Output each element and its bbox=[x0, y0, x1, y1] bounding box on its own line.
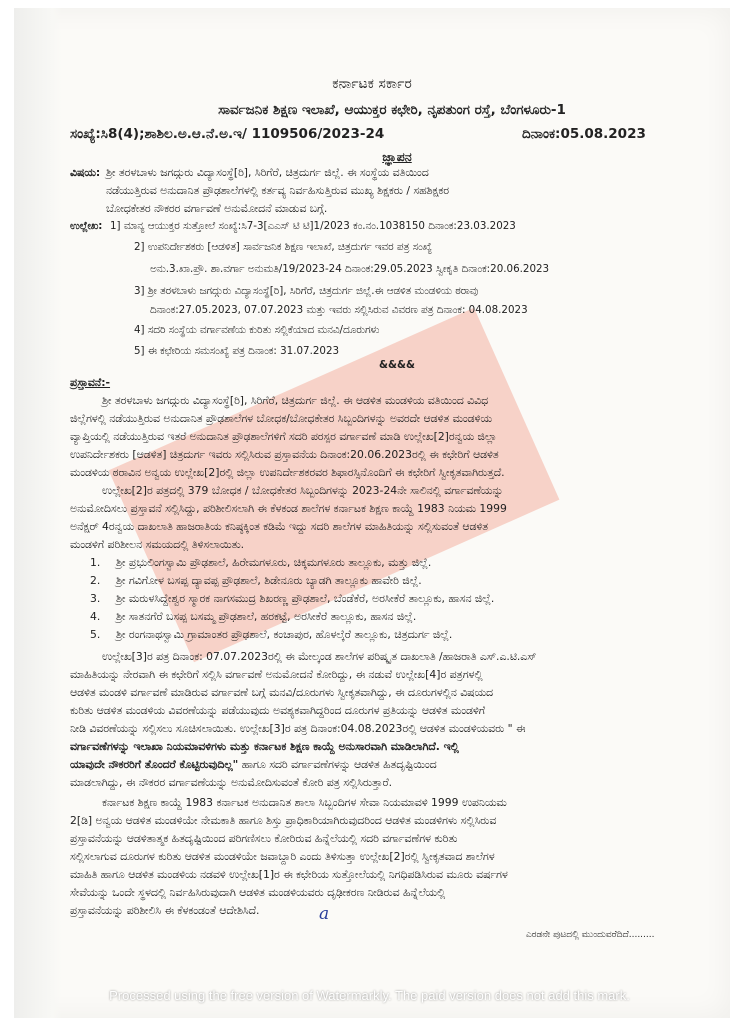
preamble-paragraph-line: ಕುರಿತು ಆಡಳಿತ ಮಂಡಳಿಯ ವಿವರಣೆಯನ್ನು ಪಡೆಯುವುದು ಅವಶ್ಯಕವಾಗಿದ್ದರಿಂದ ದೂರುಗಳ ಪ್ರತಿಯನ್ನು ಆಡಳಿತ ಮಂಡಳಿಗೆ bbox=[70, 704, 486, 717]
subject-line: ಶ್ರೀ ತರಳಬಾಳು ಜಗದ್ಗುರು ವಿದ್ಯಾಸಂಸ್ಥೆ[ರಿ], ಸಿರಿಗೆರೆ, ಚಿತ್ರದುರ್ಗ ಜಿಲ್ಲೆ. ಈ ಸಂಸ್ಥೆಯ ವತಿಯಿಂದ bbox=[106, 166, 429, 179]
preamble-paragraph-line: ಉಪನಿರ್ದೇಶಕರು [ಆಡಳಿತ] ಚಿತ್ರದುರ್ಗ ಇವರು ಸಲ್ಲಿಸಿರುವ ಪ್ರಸ್ತಾವನೆಯ ದಿನಾಂಕ:20.06.2023ರಲ್ಲಿ ಈ ಕಛೇರಿಗೆ ಆಡಳಿತ bbox=[70, 448, 499, 461]
preamble-paragraph-line: ಅನೆಕ್ಷರ್ 4ರನ್ವಯ ದಾಖಲಾತಿ ಹಾಜರಾತಿಯ ಕನಿಷ್ಠಕ್ಕಿಂತ ಕಡಿಮೆ ಇದ್ದು ಸದರಿ ಶಾಲೆಗಳ ಮಾಹಿತಿಯನ್ನು ಸಲ್ಲಿಸುವಂತೆ ಆಡಳಿತ bbox=[70, 520, 489, 533]
preamble-paragraph-line: ವ್ಯಾಪ್ತಿಯಲ್ಲಿ ನಡೆಯುತ್ತಿರುವ ಇತರೆ ಅನುದಾನಿತ ಪ್ರೌಢಶಾಲೆಗಳಿಗೆ ಸದರಿ ಪರಸ್ಪರ ವರ್ಗಾವಣೆ ಮಾಡಿ ಉಲ್ಲೇಖ[2]ರನ್ವಯ ಜಿಲ್ಲಾ bbox=[70, 430, 497, 443]
reference-item: 3] ಶ್ರೀ ತರಳಬಾಳು ಜಗದ್ಗುರು ವಿದ್ಯಾಸಂಸ್ಥೆ[ರಿ], ಸಿರಿಗೆರೆ, ಚಿತ್ರದುರ್ಗ ಜಿಲ್ಲೆ.ಈ ಆಡಳಿತ ಮಂಡಳಿಯ ಠರಾವು bbox=[134, 285, 479, 297]
handwritten-initial: a bbox=[319, 904, 330, 924]
section-separator: &&&& bbox=[379, 359, 415, 371]
school-list-item: 5. ಶ್ರೀ ರಂಗನಾಥಸ್ವಾಮಿ ಗ್ರಾಮಾಂತರ ಪ್ರೌಢಶಾಲೆ, ಕಂಚಾಪುರ, ಹೊಳಲ್ಕೆರೆ ತಾಲ್ಲೂಕು, ಚಿತ್ರದುರ್ಗ ಜಿಲ್ಲೆ. bbox=[90, 628, 453, 641]
reference-item: ದಿನಾಂಕ:27.05.2023, 07.07.2023 ಮತ್ತು ಇವರು ಸಲ್ಲಿಸಿರುವ ವಿವರಣ ಪತ್ರ ದಿನಾಂಕ: 04.08.2023 bbox=[150, 304, 528, 316]
preamble-paragraph-line: ಪ್ರಸ್ತಾವನೆಯನ್ನು ಪರಿಶೀಲಿಸಿ ಈ ಕೆಳಕಂಡಂತೆ ಆದೇಶಿಸಿದೆ. bbox=[70, 904, 260, 917]
preamble-paragraph-line: ಮಂಡಳಿಗೆ ಪರಿಶೀಲನ ಸಮಯದಲ್ಲಿ ತಿಳಿಸಲಾಯಿತು. bbox=[70, 538, 245, 551]
continued-note: ಎರಡನೇ ಪುಟದಲ್ಲಿ ಮುಂದುವರೆದಿದೆ......... bbox=[526, 930, 655, 940]
reference-item: 4] ಸದರಿ ಸಂಸ್ಥೆಯ ವರ್ಗಾವಣೆಯ ಕುರಿತು ಸಲ್ಲಿಕೆಯಾದ ಮನವಿ/ದೂರುಗಳು bbox=[134, 324, 380, 336]
preamble-paragraph-line: ಮಾಹಿತಿ ಹಾಗೂ ಆಡಳಿತ ಮಂಡಳಿಯ ನಡವಳಿ ಉಲ್ಲೇಖ[1]ರ ಈ ಕಛೇರಿಯ ಸುತ್ತೋಲೆಯಲ್ಲಿ ನಿಗಧಿಪಡಿಸಿರುವ ಮೂರು ವರ್ಷಗಳ bbox=[70, 868, 508, 881]
preamble-paragraph-line: ಯಾವುದೇ ನೌಕರರಿಗೆ ತೊಂದರೆ ಕೊಟ್ಟಿರುವುದಿಲ್ಲ" ಹಾಗೂ ಸದರಿ ವರ್ಗಾವಣೆಗಳನ್ನು ಆಡಳಿತ ಹಿತದೃಷ್ಟಿಯಿಂದ bbox=[70, 758, 437, 771]
preamble-paragraph-line: ನೀಡಿ ವಿವರಣೆಯನ್ನು ಸಲ್ಲಿಸಲು ಸೂಚಿಸಲಾಯಿತು. ಉಲ್ಲೇಖ[3]ರ ಪತ್ರ ದಿನಾಂಕ:04.08.2023ರಲ್ಲಿ ಆಡಳಿತ ಮಂಡಳಿಯವರು " ಈ bbox=[70, 722, 526, 735]
preamble-paragraph-line: ಆಡಳಿತ ಮಂಡಳಿ ವರ್ಗಾವಣೆ ಮಾಡಿರುವ ವರ್ಗಾವಣೆ ಬಗ್ಗೆ ಮನವಿ/ದೂರುಗಳು ಸ್ವೀಕೃತವಾಗಿದ್ದು, ಈ ದೂರುಗಳಲ್ಲಿನ ವಿಷಯದ bbox=[70, 686, 494, 699]
document-date: ದಿನಾಂಕ:05.08.2023 bbox=[522, 126, 646, 142]
preamble-paragraph-line: ಉಲ್ಲೇಖ[3]ರ ಪತ್ರ ದಿನಾಂಕ: 07.07.2023ರಲ್ಲಿ ಈ ಮೇಲ್ಕಂಡ ಶಾಲೆಗಳ ಪರಿಷ್ಕೃತ ದಾಖಲಾತಿ /ಹಾಜರಾತಿ ಎಸ್.ಎ.ಟಿ.ಎಸ್ bbox=[102, 650, 537, 663]
references-label: ಉಲ್ಲೇಖ: bbox=[70, 220, 103, 232]
preamble-paragraph-line: ಮಾಹಿತಿಯನ್ನು ನೇರವಾಗಿ ಈ ಕಛೇರಿಗೆ ಸಲ್ಲಿಸಿ ವರ್ಗಾವಣೆ ಅನುಮೋದನೆ ಕೋರಿದ್ದು, ಈ ನಡುವೆ ಉಲ್ಲೇಖ[4]ರ ಪತ್ರಗಳಲ್ಲಿ bbox=[70, 668, 483, 681]
reference-number: ಸಂಖ್ಯೆ:ಸಿ8(4);ಶಾಶಿಲ.ಅ.ಆ.ನೆ.ಅ.ಇ/ 1109506/2023-24 bbox=[70, 126, 385, 142]
reference-item: 1] ಮಾನ್ಯ ಆಯುಕ್ತರ ಸುತ್ತೋಲೆ ಸಂಖ್ಯೆ:ಸಿ7-3[ಎಎಸ್ ಟಿ ಟಿ]1/2023 ಕಂ.ನಂ.1038150 ದಿನಾಂಕ:23.03.2023 bbox=[110, 220, 516, 232]
school-list-item: 1. ಶ್ರೀ ಪ್ರಭುಲಿಂಗಸ್ವಾಮಿ ಪ್ರೌಢಶಾಲೆ, ಹಿರೇಮಗಳೂರು, ಚಿಕ್ಕಮಗಳೂರು ತಾಲ್ಲೂಕು, ಮತ್ತು ಜಿಲ್ಲೆ. bbox=[90, 556, 432, 569]
school-list-item: 3. ಶ್ರೀ ಮರುಳಸಿದ್ದೇಶ್ವರ ಸ್ಮಾರಕ ನಾಗಸಮುದ್ರ ಶಿಖರಣ್ಣ ಪ್ರೌಢಶಾಲೆ, ಬೆಂಡೆಕೆರೆ, ಅರಸೀಕೆರೆ ತಾಲ್ಲೂಕು, ಹಾಸನ ಜಿಲ್ಲೆ. bbox=[90, 592, 495, 605]
government-title: ಕರ್ನಾಟಕ ಸರ್ಕಾರ bbox=[332, 76, 412, 92]
reference-item: 2] ಉಪನಿರ್ದೇಶಕರು [ಆಡಳಿತ] ಸಾರ್ವಜನಿಕ ಶಿಕ್ಷಣ ಇಲಾಖೆ, ಚಿತ್ರದುರ್ಗ ಇವರ ಪತ್ರ ಸಂಖ್ಯೆ bbox=[134, 241, 432, 253]
preamble-paragraph-line: ಮಾಡಲಾಗಿದ್ದು, ಈ ನೌಕರರ ವರ್ಗಾವಣೆಯನ್ನು ಅನುಮೋದಿಸುವಂತೆ ಕೋರಿ ಪತ್ರ ಸಲ್ಲಿಸಿರುತ್ತಾರೆ. bbox=[70, 776, 393, 789]
reference-item: ಅನು.3.ಖಾ.ಪ್ರೌ. ಶಾ.ವರ್ಗಾ ಅನುಮತಿ/19/2023-24 ದಿನಾಂಕ:29.05.2023 ಸ್ವೀಕೃತಿ ದಿನಾಂಕ:20.06.2023 bbox=[150, 263, 550, 275]
school-list-item: 2. ಶ್ರೀ ಗವಿಗೋಳ ಬಸಪ್ಪ ದ್ಯಾವಪ್ಪ ಪ್ರೌಢಶಾಲೆ, ಶಿಡೇನೂರು ಬ್ಯಾಡಗಿ ತಾಲ್ಲೂಕು ಹಾವೇರಿ ಜಿಲ್ಲೆ. bbox=[90, 574, 422, 587]
preamble-paragraph-line: 2[ಡಿ] ಅನ್ವಯ ಆಡಳಿತ ಮಂಡಳಿಯೇ ನೇಮಕಾತಿ ಹಾಗೂ ಶಿಸ್ತು ಪ್ರಾಧಿಕಾರಿಯಾಗಿರುವುದರಿಂದ ಆಡಳಿತ ಮಂಡಳಿಗಳು ಸಲ್ಲಿಸಿರುವ bbox=[70, 814, 497, 827]
quoted-statement-line: ವರ್ಗಾವಣೆಗಳನ್ನು ಇಲಾಖಾ ನಿಯಮಾವಳಿಗಳು ಮತ್ತು ಕರ್ನಾಟಕ ಶಿಕ್ಷಣ ಕಾಯ್ದೆ ಅನುಸಾರವಾಗಿ ಮಾಡಿಲಾಗಿದೆ. ಇಲ್ಲಿ bbox=[70, 740, 459, 753]
reference-item: 5] ಈ ಕಛೇರಿಯ ಸಮಸಂಖ್ಯೆ ಪತ್ರ ದಿನಾಂಕ: 31.07.2023 bbox=[134, 345, 340, 357]
subject-line: ಬೋಧಕೇತರ ನೌಕರರ ವರ್ಗಾವಣೆ ಅನುಮೋದನೆ ಮಾಡುವ ಬಗ್ಗೆ. bbox=[106, 202, 328, 215]
preamble-paragraph-line: ಅನುಮೋದಿಸಲು ಪ್ರಸ್ತಾವನೆ ಸಲ್ಲಿಸಿದ್ದು, ಪರಿಶೀಲಿಸಲಾಗಿ ಈ ಕೆಳಕಂಡ ಶಾಲೆಗಳ ಕರ್ನಾಟಕ ಶಿಕ್ಷಣ ಕಾಯ್ದೆ 1983 ನಿಯಮ 1999 bbox=[70, 502, 507, 515]
preamble-paragraph-line: ಸೇವೆಯನ್ನು ಒಂದೇ ಸ್ಥಳದಲ್ಲಿ ನಿರ್ವಹಿಸಿರುವುದಾಗಿ ಆಡಳಿತ ಮಂಡಳಿಯವರು ದೃಢೀಕರಣ ನೀಡಿರುವ ಹಿನ್ನೆಲೆಯಲ್ಲಿ bbox=[70, 886, 446, 899]
preamble-paragraph-line: ಪ್ರಸ್ತಾವನೆಯನ್ನು ಆಡಳಿತಾತ್ಮಕ ಹಿತದೃಷ್ಟಿಯಿಂದ ಪರಿಗಣಿಸಲು ಕೋರಿರುವ ಹಿನ್ನೆಲೆಯಲ್ಲಿ ಸದರಿ ವರ್ಗಾವಣೆಗಳ ಕುರಿತು bbox=[70, 832, 458, 845]
preamble-paragraph-line: ಉಲ್ಲೇಖ[2]ರ ಪತ್ರದಲ್ಲಿ 379 ಬೋಧಕ / ಬೋಧಕೇತರ ಸಿಬ್ಬಂದಿಗಳನ್ನು 2023-24ನೇ ಸಾಲಿನಲ್ಲಿ ವರ್ಗಾವಣೆಯನ್ನು bbox=[102, 484, 504, 497]
document-type: ಜ್ಞಾಪನ bbox=[382, 149, 412, 164]
preamble-heading: ಪ್ರಸ್ತಾವನೆ:- bbox=[70, 376, 111, 389]
subject-line: ನಡೆಯುತ್ತಿರುವ ಅನುದಾನಿತ ಪ್ರೌಢಶಾಲೆಗಳಲ್ಲಿ ಕರ್ತವ್ಯ ನಿರ್ವಹಿಸುತ್ತಿರುವ ಮುಖ್ಯ ಶಿಕ್ಷಕರು / ಸಹಶಿಕ್ಷಕರ bbox=[106, 184, 449, 197]
document-page bbox=[14, 8, 730, 1018]
preamble-paragraph-line: ಸಲ್ಲಿಸಲಾಗುವ ದೂರುಗಳ ಕುರಿತು ಆಡಳಿತ ಮಂಡಳಿಯೇ ಜವಾಬ್ದಾರಿ ಎಂದು ತಿಳಿಸುತ್ತಾ ಉಲ್ಲೇಖ[2]ರಲ್ಲಿ ಸ್ವೀಕೃತವಾದ ಶಾಲೆಗಳ bbox=[70, 850, 495, 863]
preamble-paragraph-line: ಕರ್ನಾಟಕ ಶಿಕ್ಷಣ ಕಾಯ್ದೆ 1983 ಕರ್ನಾಟಕ ಅನುದಾನಿತ ಶಾಲಾ ಸಿಬ್ಬಂದಿಗಳ ಸೇವಾ ನಿಯಮಾವಳಿ 1999 ಉಪನಿಯಮ bbox=[102, 796, 507, 809]
preamble-paragraph-line: ಶ್ರೀ ತರಳಬಾಳು ಜಗದ್ಗುರು ವಿದ್ಯಾಸಂಸ್ಥೆ[ರಿ], ಸಿರಿಗೆರೆ, ಚಿತ್ರದುರ್ಗ ಜಿಲ್ಲೆ. ಈ ಆಡಳಿತ ಮಂಡಳಿಯ ವತಿಯಿಂದ ವಿವಿಧ bbox=[102, 394, 489, 407]
school-list-item: 4. ಶ್ರೀ ಸಾತನಗೆರೆ ಬಸಪ್ಪ ಬಸಮ್ಮ ಪ್ರೌಢಶಾಲೆ, ಹರಕಟ್ಟೆ, ಅರಸೀಕೆರೆ ತಾಲ್ಲೂಕು, ಹಾಸನ ಜಿಲ್ಲೆ. bbox=[90, 610, 417, 623]
watermark-text: Processed using the free version of Watermarkly. The paid version does not add this mark. bbox=[109, 988, 630, 1003]
department-address: ಸಾರ್ವಜನಿಕ ಶಿಕ್ಷಣ ಇಲಾಖೆ, ಆಯುಕ್ತರ ಕಛೇರಿ, ನೃಪತುಂಗ ರಸ್ತೆ, ಬೆಂಗಳೂರು-1 bbox=[218, 102, 566, 118]
preamble-paragraph-line: ಜಿಲ್ಲೆಗಳಲ್ಲಿ ನಡೆಯುತ್ತಿರುವ ಅನುದಾನಿತ ಪ್ರೌಢಶಾಲೆಗಳ ಬೋಧಕ/ಬೋಧಕೇತರ ಸಿಬ್ಬಂದಿಗಳನ್ನು ಅವರದೇ ಆಡಳಿತ ಮಂಡಳಿಯ bbox=[70, 412, 492, 425]
preamble-paragraph-line: ಮಂಡಳಿಯ ಠರಾವಿನ ಅನ್ವಯ ಉಲ್ಲೇಖ[2]ರಲ್ಲಿ ಜಿಲ್ಲಾ ಉಪನಿರ್ದೇಶಕರವರ ಶಿಫಾರಸ್ಸಿನೊಂದಿಗೆ ಈ ಕಛೇರಿಗೆ ಸ್ವೀಕೃತವಾಗಿರುತ್ತದೆ. bbox=[70, 466, 505, 479]
subject-label: ವಿಷಯ: bbox=[70, 166, 101, 179]
